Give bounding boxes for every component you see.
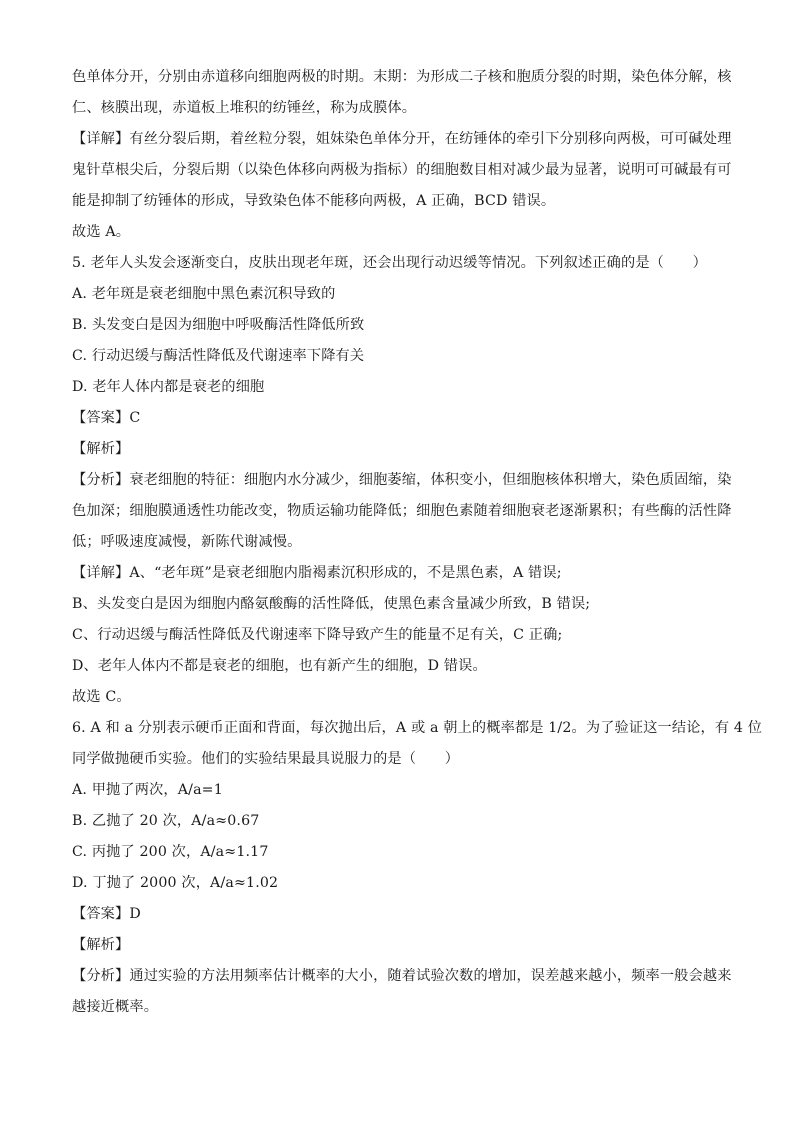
question-5-option-a: A. 老年斑是衰老细胞中黑色素沉积导致的 bbox=[72, 286, 336, 302]
question-5-option-b: B. 头发变白是因为细胞中呼吸酶活性降低所致 bbox=[72, 317, 365, 333]
text-line: 【详解】有丝分裂后期，着丝粒分裂，姐妹染色单体分开，在纺锤体的牵引下分别移向两极，可可碱处理 bbox=[72, 131, 732, 147]
text-line: 低；呼吸速度减慢，新陈代谢减慢。 bbox=[72, 534, 302, 550]
question-5-option-d: D. 老年人体内都是衰老的细胞 bbox=[72, 379, 265, 395]
text-line: 能是抑制了纺锤体的形成，导致染色体不能移向两极，A 正确，BCD 错误。 bbox=[72, 193, 556, 209]
text-line: 【详解】A、“老年斑”是衰老细胞内脂褐素沉积形成的，不是黑色素，A 错误; bbox=[72, 565, 562, 581]
text-line: 越接近概率。 bbox=[72, 999, 159, 1015]
question-6-stem: 6. A 和 a 分别表示硬币正面和背面，每次抛出后，A 或 a 朝上的概率都是 1/2。为了验证这一结论，有 4 位 bbox=[72, 720, 763, 736]
question-6-stem-cont: 同学做抛硬币实验。他们的实验结果最具说服力的是（ ） bbox=[72, 751, 460, 767]
text-line: B、头发变白是因为细胞内酪氨酸酶的活性降低，使黑色素含量减少所致，B 错误; bbox=[72, 596, 591, 612]
text-line: 鬼针草根尖后，分裂后期（以染色体移向两极为指标）的细胞数目相对减少最为显著，说明可可碱最有可 bbox=[72, 162, 732, 178]
document-page bbox=[72, 62, 763, 1023]
question-6-option-b: B. 乙抛了 20 次，A/a≈0.67 bbox=[72, 813, 260, 829]
text-line: 故选 A。 bbox=[72, 224, 131, 240]
text-line: D、老年人体内不都是衰老的细胞，也有新产生的细胞，D 错误。 bbox=[72, 658, 487, 674]
question-6-answer: 【答案】D bbox=[72, 906, 141, 922]
text-line: C、行动迟缓与酶活性降低及代谢速率下降导致产生的能量不足有关，C 正确; bbox=[72, 627, 563, 643]
question-5-option-c: C. 行动迟缓与酶活性降低及代谢速率下降有关 bbox=[72, 348, 365, 364]
text-line: 【分析】衰老细胞的特征：细胞内水分减少，细胞萎缩，体积变小，但细胞核体积增大，染色质固缩，染 bbox=[72, 472, 732, 488]
text-line: 色加深；细胞膜通透性功能改变，物质运输功能降低；细胞色素随着细胞衰老逐渐累积；有些酶的活性降 bbox=[72, 503, 732, 519]
question-5-answer: 【答案】C bbox=[72, 410, 141, 426]
question-6-analysis-heading: 【解析】 bbox=[72, 937, 130, 953]
question-6-option-a: A. 甲抛了两次，A/a=1 bbox=[72, 782, 223, 798]
text-line: 【分析】通过实验的方法用频率估计概率的大小，随着试验次数的增加，误差越来越小，频率一般会越来 bbox=[72, 968, 732, 984]
question-6-option-d: D. 丁抛了 2000 次，A/a≈1.02 bbox=[72, 875, 279, 891]
text-line: 仁、核膜出现，赤道板上堆积的纺锤丝，称为成膜体。 bbox=[72, 100, 417, 116]
text-line: 色单体分开，分别由赤道移向细胞两极的时期。末期：为形成二子核和胞质分裂的时期，染色体分解，核 bbox=[72, 69, 732, 85]
text-line: 故选 C。 bbox=[72, 689, 131, 705]
question-5-stem: 5. 老年人头发会逐渐变白，皮肤出现老年斑，还会出现行动迟缓等情况。下列叙述正确的是（ ） bbox=[72, 255, 708, 271]
question-6-option-c: C. 丙抛了 200 次，A/a≈1.17 bbox=[72, 844, 269, 860]
question-5-analysis-heading: 【解析】 bbox=[72, 441, 130, 457]
